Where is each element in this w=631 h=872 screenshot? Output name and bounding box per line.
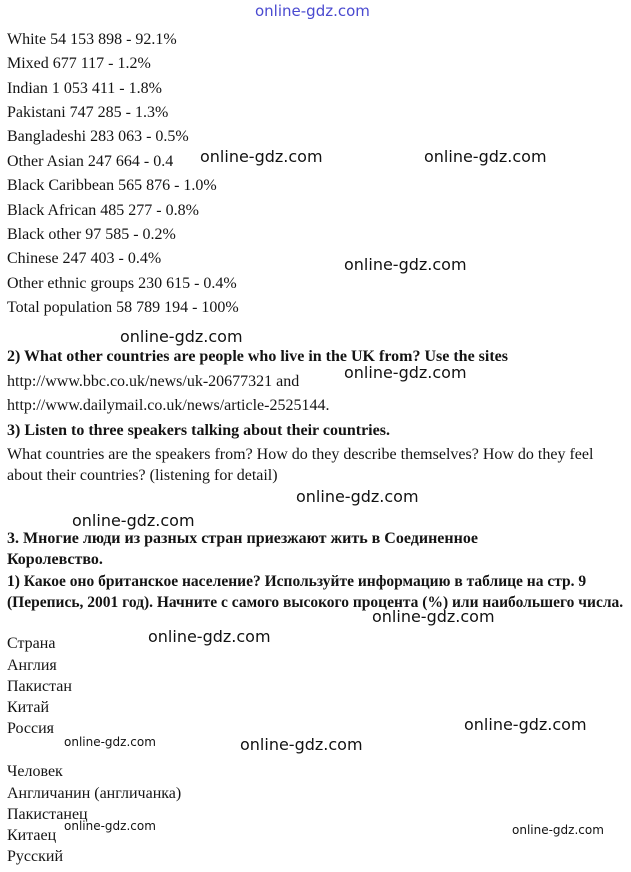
people-item: Китаец bbox=[7, 827, 57, 844]
country-item: Пакистан bbox=[7, 678, 72, 695]
census-line: Other Asian 247 664 - 0.4 bbox=[7, 153, 174, 170]
country-item: Китай bbox=[7, 699, 50, 716]
watermark: online-gdz.com bbox=[424, 147, 547, 166]
census-line: Black African 485 277 - 0.8% bbox=[7, 202, 199, 219]
watermark: online-gdz.com bbox=[148, 627, 271, 646]
task3-body: What countries are the speakers from? How do they describe themselves? How do they feel about their countries? (listening for detail) bbox=[7, 446, 594, 484]
census-line: Bangladeshi 283 063 - 0.5% bbox=[7, 128, 189, 145]
watermark: online-gdz.com bbox=[200, 147, 323, 166]
task2-heading: 2) What other countries are people who live in the UK from? Use the sites bbox=[7, 348, 508, 365]
watermark: online-gdz.com bbox=[72, 511, 195, 530]
census-line: Total population 58 789 194 - 100% bbox=[7, 299, 239, 316]
people-item: Англичанин (англичанка) bbox=[7, 785, 182, 802]
task3-heading: 3) Listen to three speakers talking about their countries. bbox=[7, 422, 390, 439]
country-item: Россия bbox=[7, 720, 55, 737]
people-item: Русский bbox=[7, 848, 63, 865]
ru-task: 1) Какое оно британское население? Используйте информацию в таблице на стр. 9 (Перепись, 2001 год). Начните с самого высокого процента (%) или наибольшего числа. bbox=[7, 573, 624, 611]
task2-url-bbc: http://www.bbc.co.uk/news/uk-20677321 and bbox=[7, 373, 300, 390]
watermark: online-gdz.com bbox=[464, 715, 587, 734]
country-item: Англия bbox=[7, 657, 57, 674]
watermark: online-gdz.com bbox=[64, 735, 156, 749]
task2-url-dailymail: http://www.dailymail.co.uk/news/article-2525144. bbox=[7, 397, 330, 414]
countries-header: Страна bbox=[7, 635, 56, 652]
watermark: online-gdz.com bbox=[512, 823, 604, 837]
watermark: online-gdz.com bbox=[240, 735, 363, 754]
top-watermark: online-gdz.com bbox=[255, 2, 370, 20]
watermark: online-gdz.com bbox=[296, 487, 419, 506]
people-header: Человек bbox=[7, 763, 63, 780]
census-line: Mixed 677 117 - 1.2% bbox=[7, 55, 151, 72]
watermark: online-gdz.com bbox=[344, 363, 467, 382]
watermark: online-gdz.com bbox=[372, 607, 495, 626]
census-line: Black Caribbean 565 876 - 1.0% bbox=[7, 177, 217, 194]
people-item: Пакистанец bbox=[7, 806, 88, 823]
census-line: Indian 1 053 411 - 1.8% bbox=[7, 80, 162, 97]
watermark: online-gdz.com bbox=[120, 327, 243, 346]
census-line: Other ethnic groups 230 615 - 0.4% bbox=[7, 275, 237, 292]
watermark: online-gdz.com bbox=[344, 255, 467, 274]
census-line: Black other 97 585 - 0.2% bbox=[7, 226, 176, 243]
census-line: Chinese 247 403 - 0.4% bbox=[7, 250, 162, 267]
watermark: online-gdz.com bbox=[64, 819, 156, 833]
ru-section-heading: 3. Многие люди из разных стран приезжают жить в Соединенное Королевство. bbox=[7, 530, 478, 568]
census-line: White 54 153 898 - 92.1% bbox=[7, 31, 177, 48]
census-line: Pakistani 747 285 - 1.3% bbox=[7, 104, 169, 121]
